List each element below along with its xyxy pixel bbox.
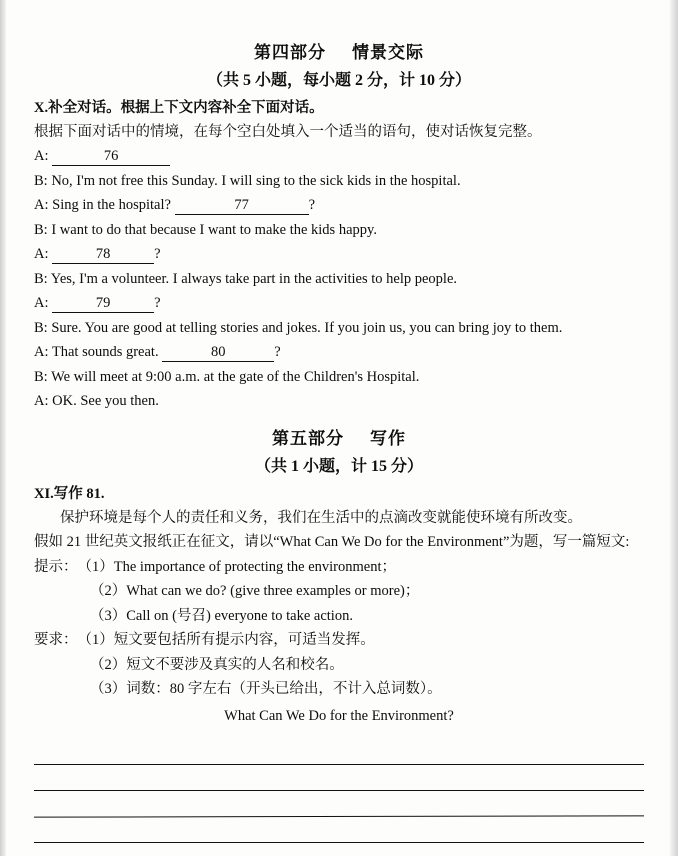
tips-item: （1）The importance of protecting the environment； [77, 558, 397, 575]
part-four-instruction: 根据下面对话中的情境，在每个空白处填入一个适当的语句，使对话恢复完整。 [34, 124, 542, 140]
dialogue-line [34, 170, 644, 193]
dialogue-line [34, 366, 644, 389]
answer-blank-80[interactable]: 80 [162, 345, 274, 362]
tips-label: 提示： [34, 558, 78, 575]
dialogue-speaker: A: [34, 393, 49, 410]
tips-block [34, 556, 644, 579]
dialogue-text-after: ? [274, 344, 281, 361]
part-five-section-label: XI.写作 81. [34, 485, 105, 502]
essay-title: What Can We Do for the Environment? [224, 707, 454, 724]
requirements-item: （3）词数：80 字左右（开头已给出，不计入总词数）。 [90, 681, 442, 698]
part-four-heading-main: 第四部分 [254, 43, 326, 62]
dialogue-text-after: ? [308, 197, 315, 214]
dialogue-text: OK. See you then. [52, 393, 159, 410]
requirements-item: （2）短文不要涉及真实的人名和校名。 [90, 656, 344, 673]
tips-item: （2）What can we do? (give three examples or more)； [90, 583, 420, 600]
part-five-heading [34, 424, 644, 449]
dialogue-speaker: A: [34, 197, 49, 214]
dialogue-text-after: ? [154, 295, 161, 312]
answer-line[interactable] [34, 817, 644, 843]
dialogue-line [34, 145, 644, 168]
answer-line[interactable] [34, 790, 644, 817]
tips-item: （3）Call on (号召) everyone to take action. [90, 607, 353, 624]
answer-line[interactable] [34, 739, 644, 765]
answer-blank-76[interactable]: 76 [52, 149, 170, 166]
dialogue-line [34, 390, 644, 413]
dialogue-text: Sure. You are good at telling stories and jokes. If you join us, you can bring joy to them. [51, 319, 563, 336]
requirements-item: （1）短文要包括所有提示内容，可适当发挥。 [77, 632, 375, 649]
dialogue-line [34, 292, 644, 315]
dialogue-speaker: A: [34, 344, 49, 361]
part-five-heading-sub: 写作 [370, 428, 406, 448]
page-left-edge-shadow [0, 0, 6, 856]
answer-lines[interactable] [34, 739, 644, 856]
dialogue-speaker: B: [34, 221, 48, 238]
part-five-heading-main: 第五部分 [272, 428, 344, 448]
requirements-label: 要求： [34, 632, 78, 649]
part-four-section-label: X.补全对话。根据上下文内容补全下面对话。 [34, 100, 324, 116]
answer-blank-77[interactable]: 77 [175, 198, 309, 215]
dialogue-text: We will meet at 9:00 a.m. at the gate of the Children's Hospital. [51, 368, 420, 385]
page-right-edge-shadow [670, 0, 678, 856]
dialogue-text: That sounds great. [51, 344, 159, 361]
dialogue-line [34, 317, 644, 340]
page-content [34, 28, 644, 856]
dialogue-line [34, 243, 644, 266]
part-four-score-line: （共 5 小题，每小题 2 分，计 10 分） [206, 72, 471, 89]
part-five-score-line: （共 1 小题，计 15 分） [254, 457, 423, 475]
writing-paragraph-1: 保护环境是每个人的责任和义务，我们在生活中的点滴改变就能使环境有所改变。 [60, 509, 582, 526]
dialogue-text: I want to do that because I want to make the kids happy. [51, 221, 377, 238]
dialogue-speaker: B: [34, 319, 48, 336]
dialogue-line [34, 268, 644, 291]
writing-paragraph-2: 假如 21 世纪英文报纸正在征文，请以“What Can We Do for the Environment”为题，写一篇短文: [34, 534, 630, 551]
answer-line[interactable] [34, 843, 644, 856]
answer-line[interactable] [34, 765, 644, 791]
dialogue-speaker: B: [34, 270, 48, 287]
dialogue-speaker: A: [34, 295, 49, 312]
dialogue-speaker: A: [34, 246, 49, 263]
dialogue-line [34, 194, 644, 217]
answer-blank-79[interactable]: 79 [52, 296, 154, 313]
answer-blank-78[interactable]: 78 [52, 247, 154, 264]
requirements-block [34, 629, 644, 652]
dialogue-text: Yes, I'm a volunteer. I always take part in the activities to help people. [50, 270, 458, 287]
dialogue-speaker: B: [34, 172, 48, 189]
dialogue-text: Sing in the hospital? [52, 197, 171, 214]
dialogue-line [34, 341, 644, 364]
part-four-heading [34, 38, 644, 63]
dialogue-text: No, I'm not free this Sunday. I will sing to the sick kids in the hospital. [51, 172, 461, 189]
dialogue-text-after: ? [154, 246, 161, 263]
dialogue-speaker: A: [34, 148, 49, 165]
dialogue-line [34, 219, 644, 242]
dialogue-speaker: B: [34, 368, 48, 385]
part-four-heading-sub: 情景交际 [352, 43, 424, 62]
